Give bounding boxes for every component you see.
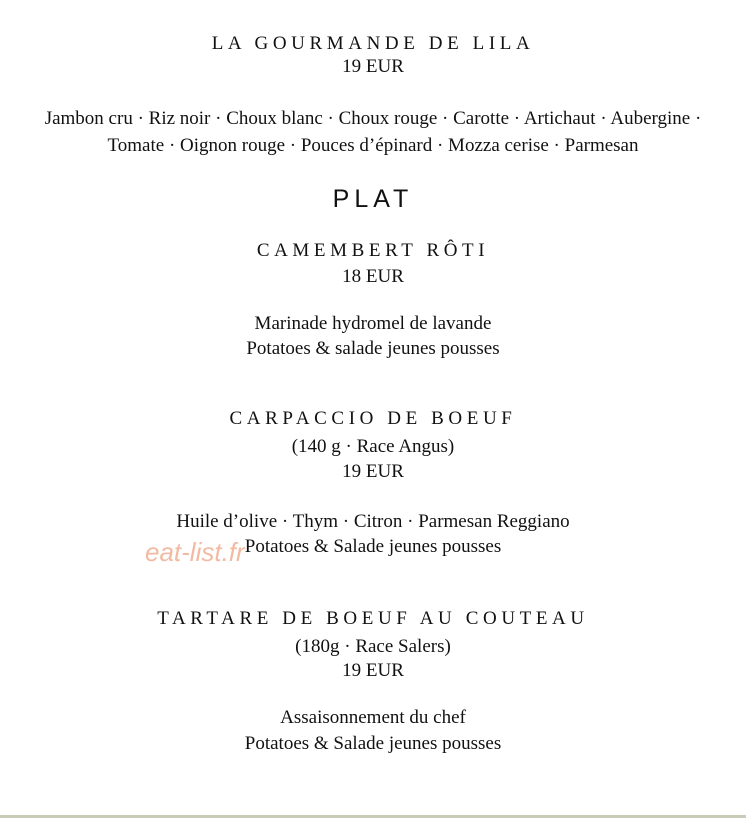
bottom-divider	[0, 815, 746, 818]
dish-description-carpaccio-line-2: Potatoes & Salade jeunes pousses	[244, 536, 502, 557]
dish-price-carpaccio: 19 EUR	[342, 461, 404, 482]
dish-description-camembert-line-2: Potatoes & salade jeunes pousses	[246, 338, 500, 359]
dish-name-tartare-de-boeuf-au-couteau: TARTARE DE BOEUF AU COUTEAU	[157, 608, 589, 629]
watermark: eat-list.fr	[145, 537, 245, 567]
dish-description-carpaccio-line-1: Huile d’olive · Thym · Citron · Parmesan Reggiano	[176, 511, 570, 532]
dish-price-camembert-roti: 18 EUR	[342, 266, 404, 287]
dish-detail-carpaccio: (140 g · Race Angus)	[291, 436, 455, 457]
dish-price-la-gourmande-de-lila: 19 EUR	[342, 56, 404, 77]
dish-description-tartare-line-2: Potatoes & Salade jeunes pousses	[244, 733, 502, 754]
dish-name-camembert-roti: CAMEMBERT RÔTI	[256, 240, 490, 261]
dish-description-camembert-line-1: Marinade hydromel de lavande	[254, 313, 492, 334]
dish-description-line-1: Jambon cru · Riz noir · Choux blanc · Choux rouge · Carotte · Artichaut · Aubergine ·	[44, 108, 702, 129]
dish-description-line-2: Tomate · Oignon rouge · Pouces d’épinard · Mozza cerise · Parmesan	[107, 135, 639, 156]
dish-name-carpaccio-de-boeuf: CARPACCIO DE BOEUF	[229, 408, 517, 429]
dish-price-tartare: 19 EUR	[342, 660, 404, 681]
dish-detail-tartare: (180g · Race Salers)	[295, 636, 451, 657]
dish-description-tartare-line-1: Assaisonnement du chef	[280, 707, 466, 728]
section-title-plat: PLAT	[332, 185, 414, 213]
dish-name-la-gourmande-de-lila: LA GOURMANDE DE LILA	[211, 33, 535, 54]
